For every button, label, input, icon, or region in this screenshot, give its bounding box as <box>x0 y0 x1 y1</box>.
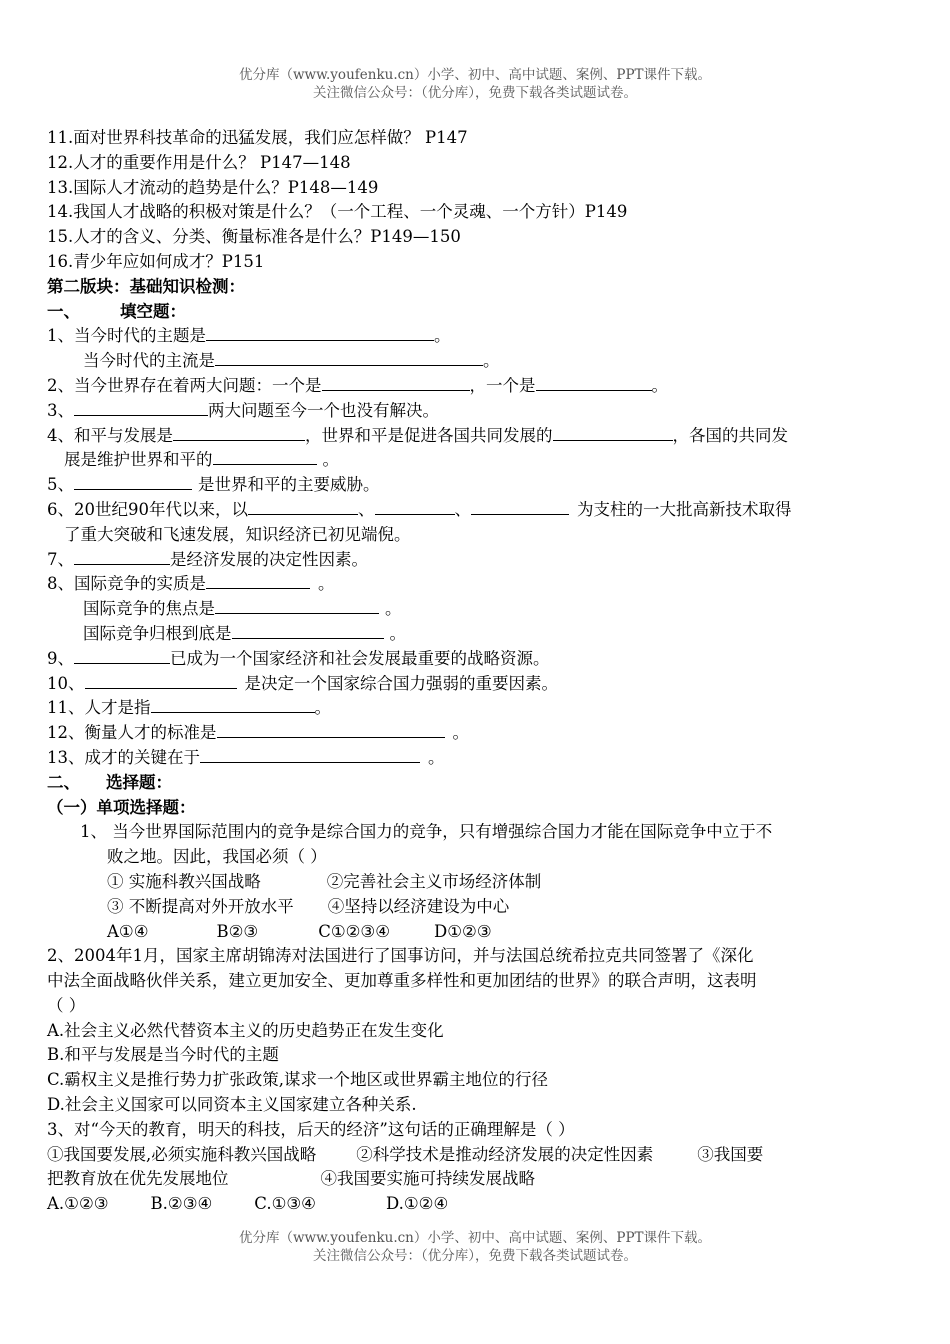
review-question-14: 14.我国人才战略的积极对策是什么？（一个工程、一个灵魂、一个方针）P149 <box>47 202 628 222</box>
single-choice-subheading: （一）单项选择题： <box>47 797 196 817</box>
choice-c[interactable]: C.①③④ <box>254 1194 316 1214</box>
choice-q2-stem-2: 中法全面战略伙伴关系，建立更加安全、更加尊重多样性和更加团结的世界》的联合声明，这表明 <box>47 971 757 991</box>
header-line-1: 优分库（www.youfenku.cn）小学、初中、高中试题、案例、PPT课件下载。 <box>238 67 712 83</box>
answer-blank[interactable] <box>74 473 192 490</box>
answer-blank[interactable] <box>200 746 420 763</box>
answer-blank[interactable] <box>151 696 315 713</box>
fill-item-1b: 当今时代的主流是 。 <box>83 351 500 371</box>
choice-q2-paren: （ ） <box>47 995 86 1015</box>
choice-q1-options-a: ① 实施科教兴国战略 ②完善社会主义市场经济体制 <box>107 871 542 891</box>
choice-q3-answers <box>47 1192 887 1217</box>
fill-item-12: 12、衡量人才的标准是 。 <box>47 723 469 743</box>
fill-item-4: 4、和平与发展是 ，世界和平是促进各国共同发展的 ，各国的共同发 <box>47 425 788 445</box>
fill-blank-heading: 一、 填空题： <box>47 301 186 321</box>
fill-item-9: 9、 已成为一个国家经济和社会发展最重要的战略资源。 <box>47 648 550 668</box>
fill-item-6: 6、20世纪90年代以来，以 、 、 为支柱的一大批高新技术取得 <box>47 499 792 519</box>
fill-item-2: 2、当今世界存在着两大问题：一个是 ，一个是 。 <box>47 375 668 395</box>
header-line-2: 关注微信公众号：（优分库），免费下载各类试题试卷。 <box>313 85 637 101</box>
answer-blank[interactable] <box>322 374 470 391</box>
fill-item-4b: 展是维护世界和平的 。 <box>64 450 339 470</box>
answer-blank[interactable] <box>173 424 305 441</box>
answer-blank[interactable] <box>217 721 445 738</box>
choice-heading: 二、 选择题： <box>47 772 172 792</box>
review-question-11: 11.面对世界科技革命的迅猛发展，我们应怎样做？ P147 <box>47 128 468 147</box>
answer-blank[interactable] <box>375 498 455 515</box>
fill-item-3: 3、 两大问题至今一个也没有解决。 <box>47 400 439 420</box>
answer-blank[interactable] <box>206 324 434 341</box>
section-2-title: 第二版块：基础知识检测： <box>47 276 245 296</box>
answer-blank[interactable] <box>74 399 208 416</box>
page-footer <box>0 1229 950 1265</box>
choice-q3-stem: 3、对“今天的教育，明天的科技，后天的经济”这句话的正确理解是（ ） <box>47 1119 575 1139</box>
answer-blank[interactable] <box>471 498 569 515</box>
fill-item-5: 5、 是世界和平的主要威胁。 <box>47 475 380 495</box>
review-question-15: 15.人才的含义、分类、衡量标准各是什么？P149—150 <box>47 227 461 247</box>
choice-d[interactable]: D①②③ <box>434 921 492 941</box>
choice-q1-stem-2: 败之地。因此，我国必须（ ） <box>107 847 327 867</box>
choice-q2-option-a[interactable]: A.社会主义必然代替资本主义的历史趋势正在发生变化 <box>47 1020 444 1040</box>
choice-q3-options-b: 把教育放在优先发展地位 ④我国要实施可持续发展战略 <box>47 1169 535 1189</box>
answer-blank[interactable] <box>215 349 483 366</box>
choice-a[interactable]: A.①②③ <box>47 1194 109 1214</box>
answer-blank[interactable] <box>213 448 317 465</box>
choice-b[interactable]: B②③ <box>216 921 259 941</box>
fill-item-13: 13、成才的关键在于 。 <box>47 747 445 767</box>
answer-blank[interactable] <box>553 424 673 441</box>
choice-q1-answers <box>47 920 887 945</box>
choice-q1-stem: 1、 当今世界国际范围内的竞争是综合国力的竞争，只有增强综合国力才能在国际竞争中立于不 <box>80 822 773 842</box>
footer-line-1: 优分库（www.youfenku.cn）小学、初中、高中试题、案例、PPT课件下载。 <box>238 1230 712 1246</box>
answer-blank[interactable] <box>248 498 358 515</box>
fill-item-7: 7、 是经济发展的决定性因素。 <box>47 549 368 569</box>
fill-item-8b: 国际竞争的焦点是 。 <box>83 599 402 619</box>
footer-line-2: 关注微信公众号：（优分库），免费下载各类试题试卷。 <box>313 1248 637 1264</box>
choice-b[interactable]: B.②③④ <box>150 1194 213 1214</box>
choice-a[interactable]: A①④ <box>107 921 149 941</box>
choice-q2-stem: 2、2004年1月，国家主席胡锦涛对法国进行了国事访问，并与法国总统希拉克共同签署了《深化 <box>47 946 754 966</box>
choice-c[interactable]: C①②③④ <box>318 921 391 941</box>
page-header <box>0 66 950 102</box>
answer-blank[interactable] <box>74 647 170 664</box>
answer-blank[interactable] <box>215 597 379 614</box>
answer-blank[interactable] <box>232 622 384 639</box>
fill-item-10: 10、 是决定一个国家综合国力强弱的重要因素。 <box>47 673 558 693</box>
answer-blank[interactable] <box>74 548 170 565</box>
choice-q2-option-c[interactable]: C.霸权主义是推行势力扩张政策,谋求一个地区或世界霸主地位的行径 <box>47 1070 549 1090</box>
review-question-13: 13.国际人才流动的趋势是什么？P148—149 <box>47 177 379 197</box>
choice-q1-options-b: ③ 不断提高对外开放水平 ④坚持以经济建设为中心 <box>107 896 510 916</box>
fill-item-6b: 了重大突破和飞速发展，知识经济已初见端倪。 <box>64 524 411 544</box>
answer-blank[interactable] <box>206 572 310 589</box>
choice-q2-option-d[interactable]: D.社会主义国家可以同资本主义国家建立各种关系. <box>47 1095 417 1115</box>
answer-blank[interactable] <box>85 672 237 689</box>
choice-q3-options-a: ①我国要发展,必须实施科教兴国战略 ②科学技术是推动经济发展的决定性因素 ③我国要 <box>47 1144 764 1164</box>
fill-item-11: 11、人才是指 。 <box>47 698 331 718</box>
answer-blank[interactable] <box>536 374 652 391</box>
choice-d[interactable]: D.①②④ <box>385 1194 449 1214</box>
fill-item-8c: 国际竞争归根到底是 。 <box>83 623 406 643</box>
choice-q2-option-b[interactable]: B.和平与发展是当今时代的主题 <box>47 1045 279 1065</box>
fill-item-1: 1、当今时代的主题是 。 <box>47 326 451 346</box>
review-question-16: 16.青少年应如何成才？P151 <box>47 251 265 271</box>
document-body <box>47 126 887 1217</box>
fill-item-8: 8、国际竞争的实质是 。 <box>47 574 335 594</box>
review-question-12: 12.人才的重要作用是什么？ P147—148 <box>47 152 351 172</box>
